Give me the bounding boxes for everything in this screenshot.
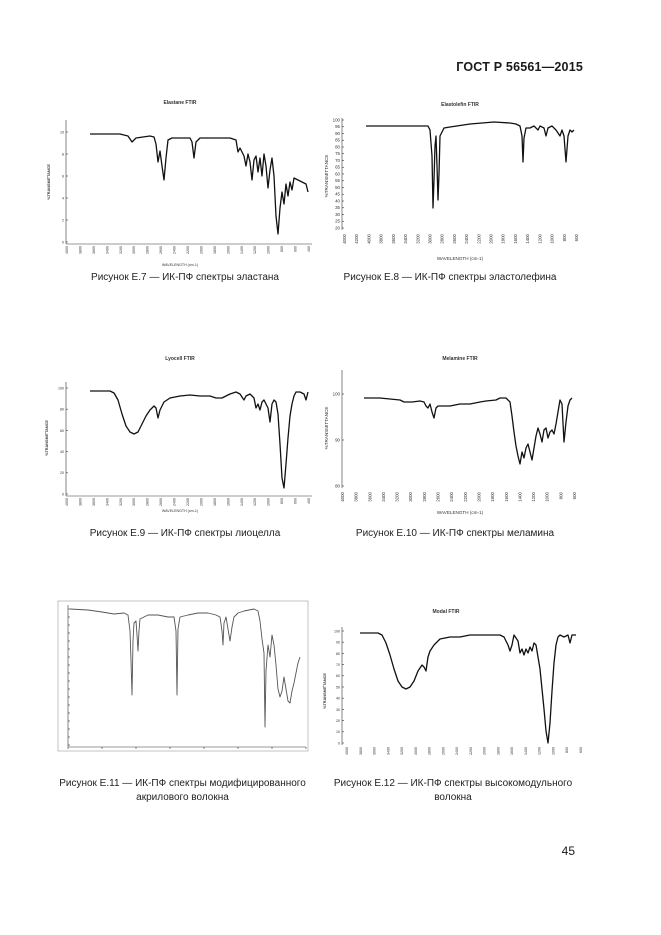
y-tick-labels: [58, 386, 68, 496]
x-tick-label: 3000: [132, 246, 137, 254]
x-tick-labels: [342, 233, 579, 243]
caption-figure-e9: Рисунок Е.9 — ИК-ПФ спектры лиоцелла: [89, 528, 281, 539]
y-tick-label: 90: [336, 640, 340, 645]
y-tick-label: 60: [60, 428, 64, 433]
x-tick-label: 2200: [462, 492, 468, 502]
x-tick-label: 800: [280, 498, 285, 504]
x-tick-label: 800: [280, 246, 285, 252]
x-tick-label: 600: [574, 234, 579, 242]
x-tick-labels: [65, 246, 311, 254]
x-tick-label: 800: [565, 747, 570, 753]
y-tick-label: 6: [62, 174, 64, 179]
y-tick-labels: [333, 391, 344, 488]
y-axis-label: %TRANSMITTANCE: [324, 154, 329, 198]
y-tick-label: 60: [336, 674, 340, 679]
x-tick-label: 3800: [353, 492, 359, 502]
y-tick-label: 80: [60, 407, 64, 412]
y-tick-label: 60: [335, 171, 340, 177]
x-tick-label: 400: [307, 246, 311, 252]
x-tick-label: 1600: [512, 234, 518, 244]
y-tick-label: 70: [335, 157, 340, 163]
elastane-spectrum-chart: [40, 96, 320, 266]
y-tick-labels: [333, 117, 344, 230]
x-tick-label: 1600: [226, 246, 231, 254]
x-tick-label: 3600: [372, 747, 377, 755]
spectrum-line: [90, 134, 308, 234]
x-tick-label: 1200: [531, 492, 537, 502]
y-tick-label: 20: [335, 225, 340, 231]
x-tick-label: 800: [561, 234, 567, 242]
x-tick-label: 2800: [427, 747, 432, 755]
x-tick-label: 4000: [65, 498, 69, 506]
chart-title: Modal FTIR: [432, 609, 460, 615]
x-tick-labels: [345, 747, 583, 755]
y-tick-label: 30: [336, 707, 340, 712]
x-tick-label: 1000: [549, 234, 555, 244]
caption-figure-e7: Рисунок Е.7 — ИК-ПФ спектры эластана: [91, 272, 279, 283]
chart-title: Elastolefin FTIR: [441, 102, 479, 108]
chart-title: Elastane FTIR: [163, 100, 197, 106]
figure-elastane: [40, 96, 320, 266]
x-tick-label: 2600: [435, 492, 441, 502]
y-tick-label: 4: [62, 196, 64, 201]
spectrum-line: [70, 609, 300, 727]
x-tick-label: 2600: [159, 498, 164, 506]
x-axis-label: WAVELENGTH (cm-1): [436, 510, 484, 515]
x-tick-label: 2600: [159, 246, 164, 254]
x-tick-label: 1400: [523, 747, 528, 755]
x-axis-label: WAVELENGTH (cm-1): [161, 509, 199, 513]
y-tick-label: 65: [335, 164, 340, 170]
modal-spectrum-chart: [320, 605, 590, 757]
x-tick-label: 3400: [403, 234, 409, 244]
y-tick-label: 95: [335, 124, 340, 130]
x-tick-label: 2800: [421, 492, 427, 502]
figure-modal: [320, 605, 590, 757]
x-tick-label: 2000: [476, 492, 482, 502]
x-axis-label: WAVELENGTH (cm-1): [161, 263, 199, 267]
x-tick-label: 2000: [199, 498, 204, 506]
y-tick-label: 40: [60, 450, 64, 454]
x-tick-label: 1000: [551, 747, 556, 755]
elastolefin-spectrum-chart: [320, 96, 590, 266]
x-tick-label: 1200: [253, 246, 258, 254]
x-tick-label: 1800: [500, 234, 506, 244]
x-tick-label: 2200: [468, 747, 473, 755]
x-tick-label: 3400: [105, 498, 110, 506]
x-tick-label: 1200: [537, 234, 543, 244]
x-tick-label: 3000: [132, 498, 137, 506]
x-tick-label: 2600: [451, 234, 457, 244]
x-tick-label: 3600: [390, 234, 396, 244]
x-tick-label: 2800: [145, 246, 150, 254]
x-tick-label: 3600: [367, 492, 373, 502]
x-tick-label: 1600: [226, 498, 231, 506]
y-tick-label: 40: [336, 696, 340, 701]
x-tick-label: 4000: [366, 234, 372, 244]
y-tick-label: 50: [336, 685, 340, 690]
spectrum-line: [90, 391, 308, 488]
y-tick-label: 90: [335, 437, 340, 443]
chart-frame: [58, 601, 308, 751]
x-tick-label: 1800: [490, 492, 496, 502]
y-tick-label: 100: [332, 391, 340, 397]
x-tick-label: 1800: [212, 246, 217, 254]
figure-elastolefin: [320, 96, 590, 266]
x-tick-label: 800: [558, 492, 564, 500]
x-tick-label: 4000: [342, 234, 347, 244]
modified-acrylic-spectrum-chart: [58, 601, 308, 759]
x-tick-label: 3200: [394, 492, 400, 502]
x-tick-label: 3400: [380, 492, 386, 502]
x-tick-label: 1400: [239, 246, 244, 254]
y-tick-label: 35: [335, 205, 340, 211]
x-tick-label: 2200: [476, 234, 482, 244]
lyocell-spectrum-chart: [40, 352, 320, 522]
y-axis-label: %TRANSMITTANCE: [47, 164, 51, 200]
y-tick-label: 75: [335, 151, 340, 157]
figure-modified-acrylic: [58, 601, 308, 759]
x-tick-label: 4000: [340, 492, 345, 502]
x-tick-label: 4000: [65, 246, 69, 254]
x-tick-labels: [65, 498, 311, 506]
y-tick-label: 0: [62, 492, 64, 497]
y-tick-label: 40: [335, 198, 340, 204]
page-number: 45: [561, 844, 575, 858]
figure-lyocell: [40, 352, 320, 522]
y-tick-label: 80: [335, 144, 340, 150]
chart-title: Melamine FTIR: [442, 356, 478, 362]
x-tick-label: 2400: [172, 498, 177, 506]
x-tick-label: 1600: [510, 747, 515, 755]
y-axis-label: %TRANSMITTANCE: [323, 673, 327, 709]
y-tick-label: 20: [60, 471, 64, 476]
chart-title: Lyocell FTIR: [165, 356, 195, 362]
y-tick-label: 0: [338, 741, 340, 746]
x-tick-label: 1800: [212, 498, 217, 506]
x-tick-label: 3600: [91, 498, 96, 506]
x-tick-label: 2200: [186, 246, 190, 254]
y-tick-label: 0: [62, 240, 64, 245]
x-tick-label: 600: [293, 498, 298, 504]
y-tick-label: 100: [334, 629, 340, 634]
y-tick-label: 90: [335, 130, 340, 136]
y-axis-label: %TRANSMITTANCE: [45, 420, 49, 456]
y-tick-label: 80: [335, 483, 340, 489]
x-tick-label: 2400: [449, 492, 455, 502]
x-axis-label: WAVELENGTH (cm-1): [436, 256, 484, 261]
x-tick-label: 600: [572, 492, 577, 500]
y-tick-label: 25: [335, 218, 340, 224]
x-tick-label: 1200: [537, 747, 542, 755]
x-tick-label: 3200: [118, 246, 123, 254]
x-tick-label: 1000: [266, 246, 271, 254]
x-tick-label: 3200: [118, 498, 123, 506]
y-tick-labels: [60, 130, 68, 244]
x-tick-label: 3800: [78, 498, 83, 506]
y-tick-label: 70: [336, 663, 340, 667]
x-tick-label: 4200: [354, 234, 360, 244]
y-tick-label: 8: [62, 152, 64, 157]
x-tick-label: 1000: [266, 498, 271, 506]
y-tick-label: 100: [58, 386, 64, 391]
y-tick-marks: [68, 609, 70, 745]
x-tick-label: 3000: [408, 492, 414, 502]
x-tick-label: 3800: [78, 246, 83, 254]
caption-figure-e10: Рисунок Е.10 — ИК-ПФ спектры меламина: [355, 528, 555, 539]
x-tick-label: 1600: [503, 492, 509, 502]
y-axis-label: %TRANSMITTANCE: [324, 406, 329, 450]
x-tick-label: 1000: [544, 492, 550, 502]
y-tick-labels: [334, 629, 344, 745]
x-tick-label: 3400: [386, 747, 391, 755]
figure-melamine: [320, 352, 590, 522]
melamine-spectrum-chart: [320, 352, 590, 522]
y-tick-label: 30: [335, 211, 340, 217]
x-tick-label: 2400: [172, 246, 177, 254]
y-tick-label: 55: [335, 178, 340, 184]
x-tick-label: 3000: [413, 747, 418, 755]
x-tick-label: 3600: [91, 246, 96, 254]
spectrum-line: [366, 122, 574, 208]
x-tick-label: 3800: [378, 234, 384, 244]
x-tick-label: 600: [579, 747, 583, 753]
y-tick-label: 85: [335, 137, 340, 143]
caption-figure-e8: Рисунок Е.8 — ИК-ПФ спектры эластолефина: [343, 272, 557, 283]
x-tick-label: 1400: [239, 498, 244, 506]
x-tick-label: 2400: [455, 747, 460, 755]
x-tick-label: 3200: [400, 747, 405, 755]
x-tick-label: 2000: [482, 747, 487, 755]
x-tick-label: 2800: [439, 234, 445, 244]
y-tick-label: 2: [62, 218, 64, 223]
x-tick-labels: [340, 491, 577, 501]
x-tick-label: 3200: [415, 234, 421, 244]
x-tick-label: 600: [293, 246, 298, 252]
x-tick-label: 1400: [517, 492, 523, 502]
x-tick-label: 4000: [345, 747, 349, 755]
standard-header: ГОСТ Р 56561—2015: [456, 60, 583, 74]
x-tick-label: 2000: [199, 246, 204, 254]
y-tick-label: 100: [332, 117, 340, 123]
x-tick-label: 1800: [496, 747, 501, 755]
y-tick-label: 10: [60, 130, 64, 135]
y-tick-label: 80: [336, 651, 340, 656]
y-tick-label: 20: [336, 719, 340, 723]
x-tick-label: 2400: [464, 234, 470, 244]
x-tick-label: 400: [307, 498, 311, 504]
spectrum-line: [364, 398, 572, 464]
x-tick-label: 3400: [105, 246, 110, 254]
x-tick-label: 3800: [358, 747, 363, 755]
x-tick-label: 1400: [525, 234, 531, 244]
y-tick-label: 45: [335, 191, 340, 197]
caption-figure-e12: Рисунок Е.12 — ИК-ПФ спектры высокомодульного волокна: [333, 778, 573, 803]
x-tick-label: 3000: [427, 234, 433, 244]
x-tick-label: 2200: [186, 498, 190, 506]
y-tick-label: 50: [335, 184, 340, 190]
caption-figure-e11: Рисунок Е.11 — ИК-ПФ спектры модифицированного акрилового волокна: [59, 778, 306, 803]
x-tick-label: 2800: [145, 498, 150, 506]
x-tick-label: 2000: [488, 234, 494, 244]
y-tick-label: 10: [336, 730, 340, 735]
x-tick-label: 1200: [253, 498, 258, 506]
spectrum-line: [360, 633, 576, 743]
x-tick-label: 2600: [441, 747, 446, 755]
